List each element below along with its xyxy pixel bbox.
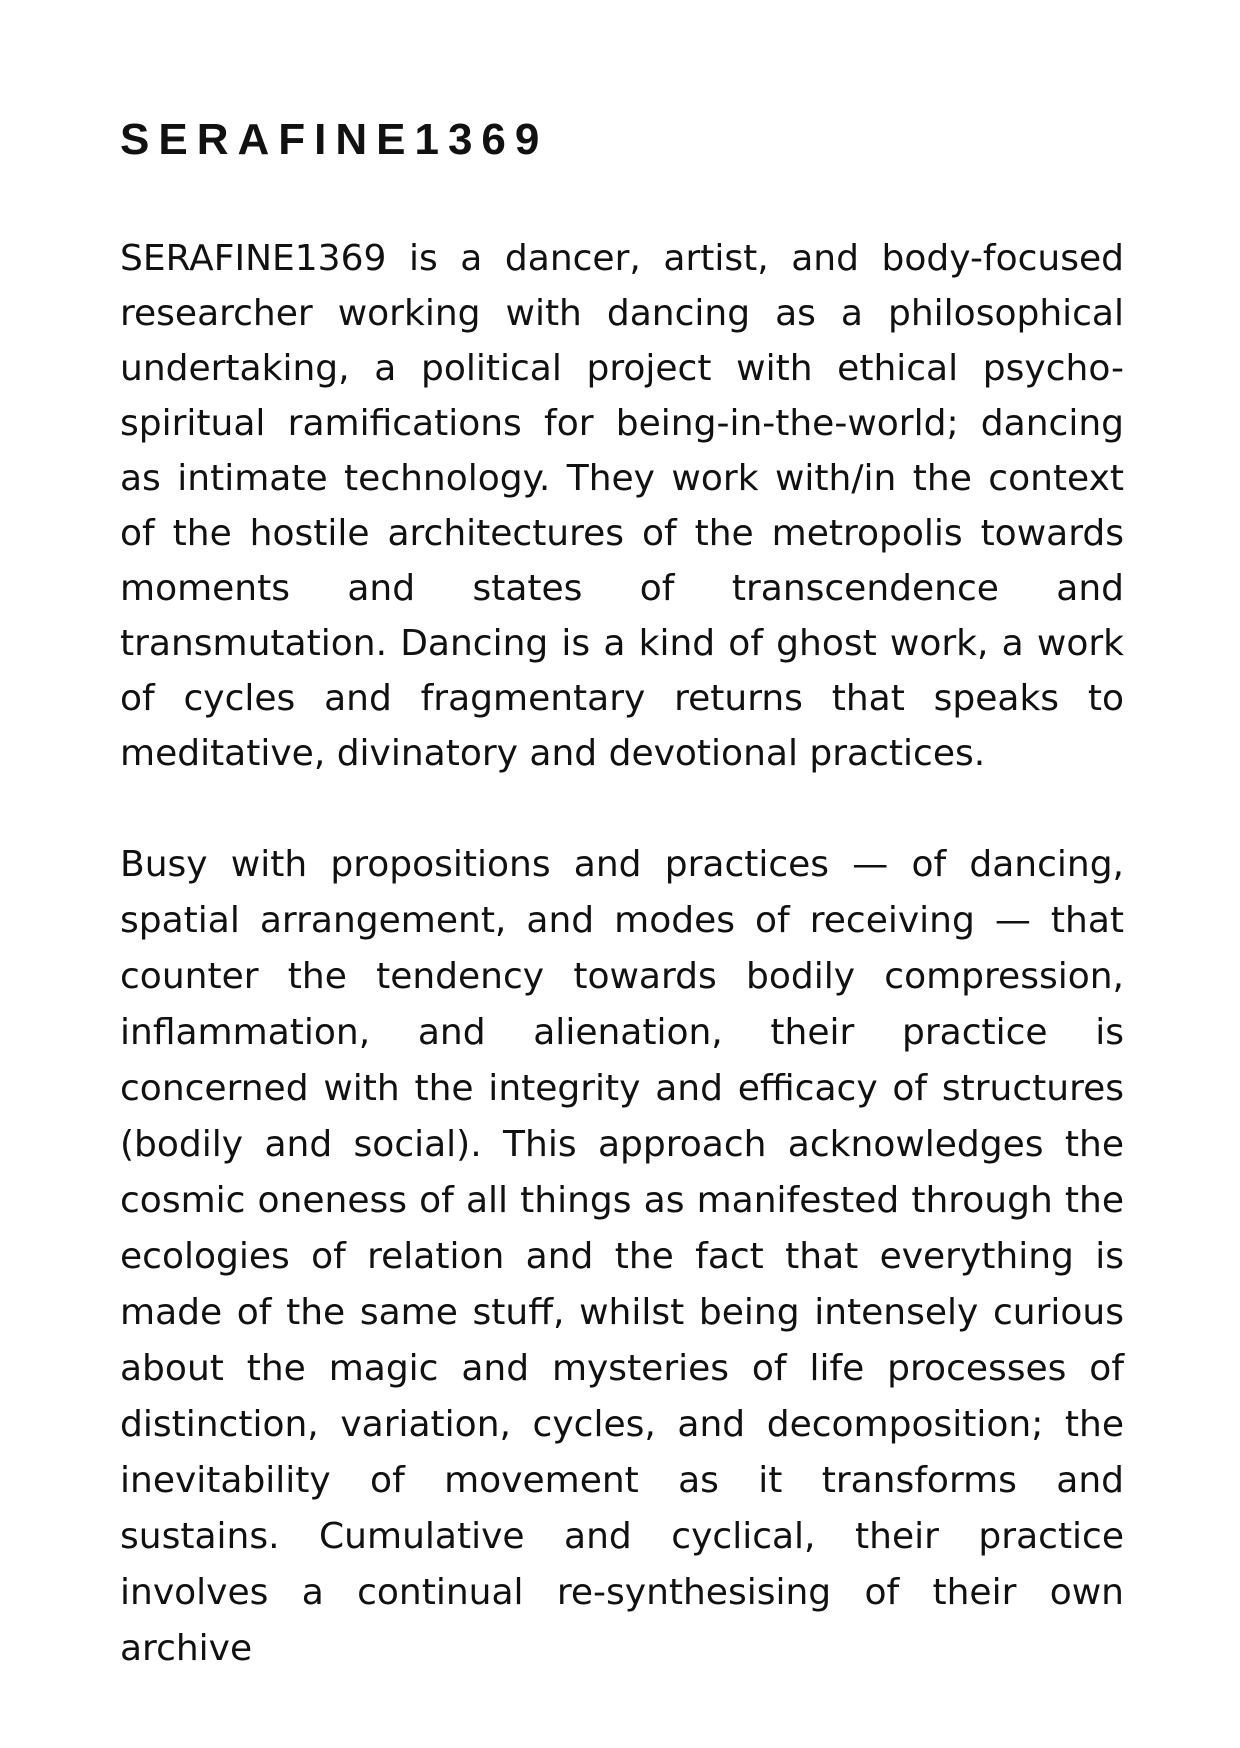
bio-paragraph-2: Busy with propositions and practices — of dancing, spatial arrangement, and modes of receiving — that counter the tendency towards bodily compression, inflammation, and alienation, their practice is concerned with the integrity and efficacy of structures (bodily and social). This approach acknowledges the cosmic oneness of all things as manifested through the ecologies of relation and the fact that everything is made of the same stuff, whilst being intensely curious about the magic and mysteries of life processes of distinction, variation, cycles, and decomposition; the inevitability of movement as it transforms and sustains. Cumulative and cyclical, their practice involves a continual re-synthesising of their own archive bbox=[120, 844, 1124, 1669]
page-title: SERAFINE1369 bbox=[120, 115, 549, 164]
bio-paragraph-1: SERAFINE1369 is a dancer, artist, and body-focused researcher working with dancing as a philosophical undertaking, a political project with ethical psycho-spiritual ramifications for being-in-the-world; dancing as intimate technology. They work with/in the context of the hostile architectures of the metropolis towards moments and states of transcendence and transmutation. Dancing is a kind of ghost work, a work of cycles and fragmentary returns that speaks to meditative, divinatory and devotional practices. bbox=[120, 238, 1124, 774]
